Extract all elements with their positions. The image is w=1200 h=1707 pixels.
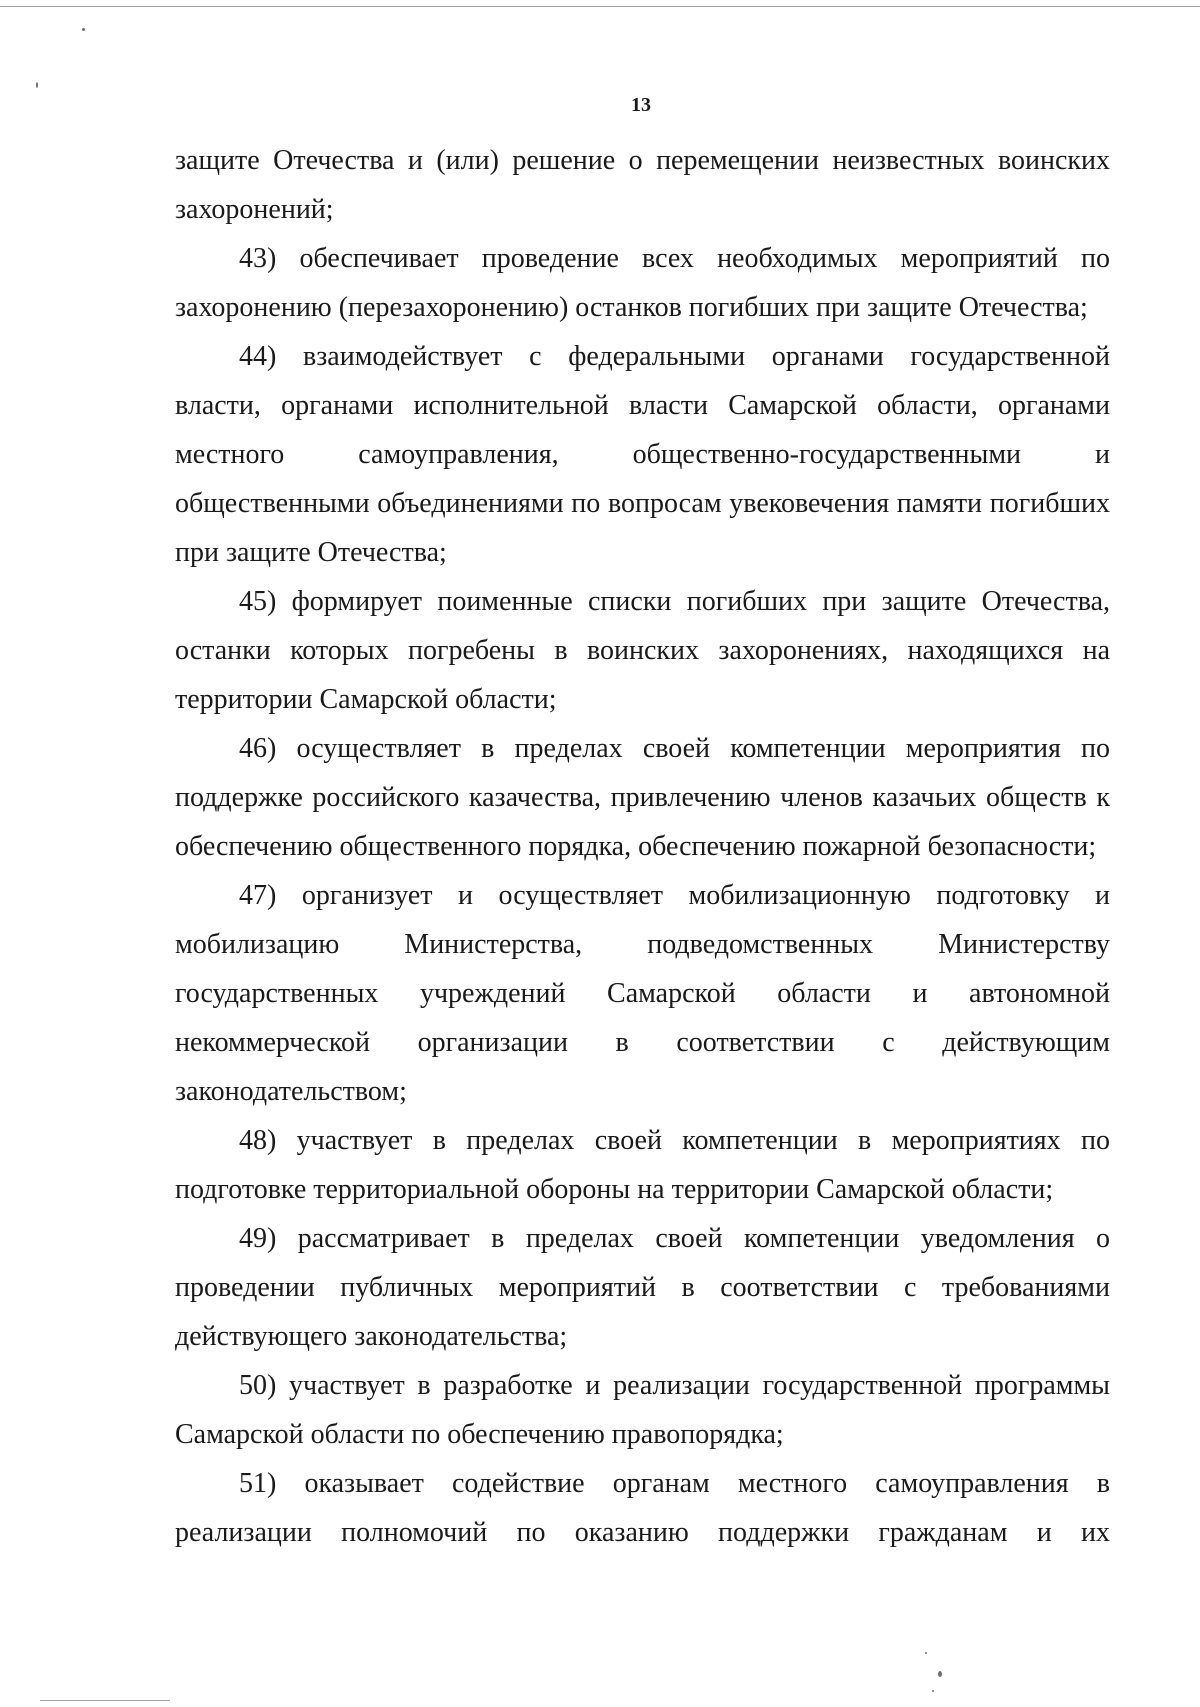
- paragraph: [175, 1214, 1110, 1361]
- text-line: Самарской области по обеспечению правопорядка;: [175, 1419, 784, 1450]
- text-line: 45) формирует поименные списки погибших при защите Отечества,: [239, 586, 1110, 617]
- scan-speck: [82, 28, 85, 31]
- text-line: территории Самарской области;: [175, 684, 557, 715]
- paragraph: [175, 234, 1110, 332]
- page-number: 13: [631, 94, 651, 116]
- text-line: местного самоуправления, общественно-государственными и: [175, 439, 1110, 470]
- paragraph: [175, 1459, 1110, 1557]
- paragraph: [175, 871, 1110, 1116]
- scan-speck: [932, 1690, 934, 1692]
- scan-edge-top: [0, 6, 1200, 7]
- text-line: подготовке территориальной обороны на территории Самарской области;: [175, 1174, 1054, 1205]
- text-line: государственных учреждений Самарской области и автономной: [175, 978, 1110, 1009]
- paragraph: [175, 1361, 1110, 1459]
- text-line: некоммерческой организации в соответствии с действующим: [175, 1027, 1110, 1058]
- text-line: 43) обеспечивает проведение всех необходимых мероприятий по: [239, 243, 1110, 274]
- text-line: 50) участвует в разработке и реализации государственной программы: [239, 1370, 1110, 1401]
- paragraph: [175, 1116, 1110, 1214]
- scan-speck: [36, 82, 38, 88]
- text-line: обеспечению общественного порядка, обеспечению пожарной безопасности;: [175, 831, 1097, 862]
- scan-speck: [925, 1652, 927, 1654]
- text-line: действующего законодательства;: [175, 1321, 568, 1352]
- scan-edge-bottom: [40, 1700, 170, 1701]
- text-line: 47) организует и осуществляет мобилизационную подготовку и: [239, 880, 1110, 911]
- paragraph: [175, 577, 1110, 724]
- text-line: 44) взаимодействует с федеральными органами государственной: [239, 341, 1110, 372]
- text-line: реализации полномочий по оказанию поддержки гражданам и их: [175, 1517, 1110, 1548]
- text-line: защите Отечества и (или) решение о перемещении неизвестных воинских: [175, 145, 1110, 176]
- text-line: власти, органами исполнительной власти Самарской области, органами: [175, 390, 1110, 421]
- text-line: общественными объединениями по вопросам увековечения памяти погибших: [175, 488, 1110, 519]
- text-line: проведении публичных мероприятий в соответствии с требованиями: [175, 1272, 1110, 1303]
- text-line: мобилизацию Министерства, подведомственных Министерству: [175, 929, 1110, 960]
- document-body: [175, 136, 1110, 1557]
- text-line: захоронений;: [175, 194, 334, 225]
- text-line: 51) оказывает содействие органам местного самоуправления в: [239, 1468, 1110, 1499]
- paragraph: [175, 332, 1110, 577]
- text-line: 49) рассматривает в пределах своей компетенции уведомления о: [239, 1223, 1110, 1254]
- text-line: при защите Отечества;: [175, 537, 447, 568]
- paragraph: [175, 136, 1110, 234]
- paragraph: [175, 724, 1110, 871]
- text-line: поддержке российского казачества, привлечению членов казачьих обществ к: [175, 782, 1110, 813]
- text-line: законодательством;: [175, 1076, 407, 1107]
- scan-speck: [938, 1671, 942, 1677]
- text-line: 48) участвует в пределах своей компетенции в мероприятиях по: [239, 1125, 1110, 1156]
- text-line: захоронению (перезахоронению) останков погибших при защите Отечества;: [175, 292, 1088, 323]
- text-line: 46) осуществляет в пределах своей компетенции мероприятия по: [239, 733, 1110, 764]
- text-line: останки которых погребены в воинских захоронениях, находящихся на: [175, 635, 1110, 666]
